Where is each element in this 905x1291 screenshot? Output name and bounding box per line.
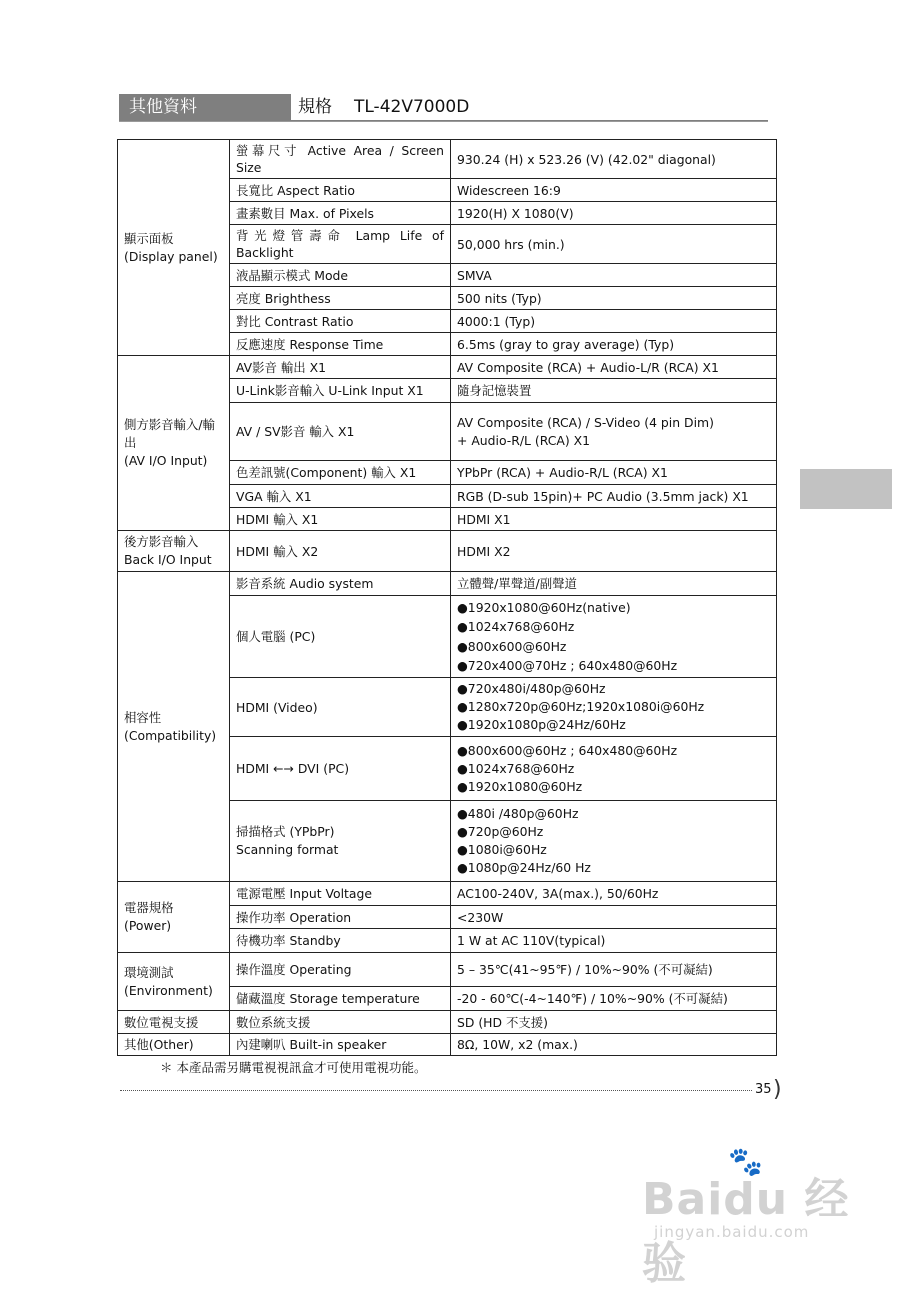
- paw-icon: 🐾: [728, 1145, 763, 1178]
- list-item: ●1080i@60Hz: [457, 842, 547, 857]
- spec-value-cell: Widescreen 16:9: [451, 179, 777, 202]
- category-cell: 相容性 (Compatibility): [118, 572, 230, 882]
- spec-value-cell: 50,000 hrs (min.): [451, 225, 777, 264]
- spec-value-cell: 立體聲/單聲道/副聲道: [451, 572, 777, 596]
- spec-label-cell: 色差訊號(Component) 輸入 X1: [230, 461, 451, 485]
- chapter-tab: [800, 469, 892, 509]
- page-number-bracket: ): [773, 1077, 782, 1102]
- category-cell: 電器規格 (Power): [118, 882, 230, 953]
- footnote: ＊ 本產品需另購電視視訊盒才可使用電視功能。: [160, 1060, 427, 1075]
- list-item: ●1920x1080@60Hz: [457, 778, 583, 794]
- spec-label-cell: 影音系統 Audio system: [230, 572, 451, 596]
- spec-value-cell: 8Ω, 10W, x2 (max.): [451, 1034, 777, 1056]
- spec-label-cell: 反應速度 Response Time: [230, 333, 451, 356]
- category-cell: 側方影音輸入/輸 出 (AV I/O Input): [118, 356, 230, 531]
- spec-value-cell: [451, 678, 777, 737]
- spec-value-cell: 1 W at AC 110V(typical): [451, 929, 777, 953]
- spec-value-cell: 5 – 35℃(41~95℉) / 10%~90% (不可凝結): [451, 953, 777, 987]
- spec-label-cell: 數位系統支援: [230, 1011, 451, 1034]
- list-item: ●1920x1080@60Hz(native): [457, 599, 631, 615]
- table-row: [118, 1034, 777, 1056]
- spec-value-cell: 6.5ms (gray to gray average) (Typ): [451, 333, 777, 356]
- spec-value-cell: AC100-240V, 3A(max.), 50/60Hz: [451, 882, 777, 906]
- table-row: [118, 531, 777, 572]
- list-item: ●1080p@24Hz/60 Hz: [457, 860, 591, 875]
- spec-label-cell: HDMI ←→ DVI (PC): [230, 737, 451, 801]
- spec-value-cell: [451, 801, 777, 882]
- spec-label-cell: 待機功率 Standby: [230, 929, 451, 953]
- list-item: ●480i /480p@60Hz: [457, 806, 579, 821]
- spec-value-cell: SMVA: [451, 264, 777, 287]
- spec-value-cell: <230W: [451, 906, 777, 929]
- spec-value-cell: AV Composite (RCA) + Audio-L/R (RCA) X1: [451, 356, 777, 379]
- spec-value-cell: YPbPr (RCA) + Audio-R/L (RCA) X1: [451, 461, 777, 485]
- spec-value-cell: HDMI X2: [451, 531, 777, 572]
- spec-value-cell: 4000:1 (Typ): [451, 310, 777, 333]
- watermark: [640, 1145, 855, 1289]
- category-cell: 後方影音輸入 Back I/O Input: [118, 531, 230, 572]
- spec-label-cell: 螢幕尺寸 Active Area / Screen Size: [230, 140, 451, 179]
- spec-value-cell: RGB (D-sub 15pin)+ PC Audio (3.5mm jack) X1: [451, 485, 777, 508]
- spec-label-cell: 電源電壓 Input Voltage: [230, 882, 451, 906]
- list-item: ●1024x768@60Hz: [457, 619, 575, 634]
- watermark-brand: Baidu 经验: [642, 1174, 850, 1289]
- spec-label-cell: 亮度 Brighthess: [230, 287, 451, 310]
- spec-label-cell: 背光燈管壽命 Lamp Life of Backlight: [230, 225, 451, 264]
- list-item: ●1920x1080p@24Hz/60Hz: [457, 717, 626, 732]
- spec-value-cell: [451, 596, 777, 678]
- spec-label-cell: HDMI (Video): [230, 678, 451, 737]
- spec-label-cell: 內建喇叭 Built-in speaker: [230, 1034, 451, 1056]
- spec-value-cell: [451, 737, 777, 801]
- table-row: [118, 1011, 777, 1034]
- watermark-url: jingyan.baidu.com: [654, 1223, 810, 1241]
- table-row: [118, 140, 777, 179]
- list-item: ●720p@60Hz: [457, 824, 544, 839]
- spec-label-cell: 長寬比 Aspect Ratio: [230, 179, 451, 202]
- spec-table: [117, 139, 777, 1056]
- spec-value-cell: SD (HD 不支援): [451, 1011, 777, 1034]
- spec-label-cell: AV / SV影音 輸入 X1: [230, 403, 451, 461]
- spec-label-cell: 操作功率 Operation: [230, 906, 451, 929]
- spec-label-cell: VGA 輸入 X1: [230, 485, 451, 508]
- category-cell: 環境測試 (Environment): [118, 953, 230, 1011]
- spec-label-cell: 畫素數目 Max. of Pixels: [230, 202, 451, 225]
- spec-value-cell: 930.24 (H) x 523.26 (V) (42.02" diagonal): [451, 140, 777, 179]
- spec-value-cell: AV Composite (RCA) / S-Video (4 pin Dim) + Audio-R/L (RCA) X1: [451, 403, 777, 461]
- spec-label: 規格: [298, 97, 332, 117]
- category-cell: 數位電視支援: [118, 1011, 230, 1034]
- spec-value-cell: 1920(H) X 1080(V): [451, 202, 777, 225]
- spec-label-cell: HDMI 輸入 X1: [230, 508, 451, 531]
- section-header: 其他資料: [119, 94, 291, 121]
- table-row: [118, 953, 777, 987]
- list-item: ●800x600@60Hz: [457, 638, 567, 654]
- table-row: [118, 882, 777, 906]
- spec-value-cell: 500 nits (Typ): [451, 287, 777, 310]
- category-cell: 顯示面板 (Display panel): [118, 140, 230, 356]
- page-title: [298, 94, 469, 121]
- list-item: ●1024x768@60Hz: [457, 760, 575, 776]
- spec-value-cell: HDMI X1: [451, 508, 777, 531]
- footer-dotted-line: [120, 1090, 752, 1091]
- header-divider-thin: [119, 121, 768, 122]
- spec-value-cell: -20 - 60℃(-4~140℉) / 10%~90% (不可凝結): [451, 987, 777, 1011]
- spec-label-cell: 操作溫度 Operating: [230, 953, 451, 987]
- spec-label-cell: HDMI 輸入 X2: [230, 531, 451, 572]
- model-number: TL-42V7000D: [354, 97, 470, 117]
- page-number: 35: [755, 1082, 772, 1097]
- spec-label-cell: 儲藏溫度 Storage temperature: [230, 987, 451, 1011]
- table-row: [118, 572, 777, 596]
- spec-label-cell: 對比 Contrast Ratio: [230, 310, 451, 333]
- spec-label-cell: U-Link影音輸入 U-Link Input X1: [230, 379, 451, 403]
- category-cell: 其他(Other): [118, 1034, 230, 1056]
- spec-label-cell: 個人電腦 (PC): [230, 596, 451, 678]
- list-item: ●720x480i/480p@60Hz: [457, 681, 606, 696]
- spec-value-cell: 隨身記憶裝置: [451, 379, 777, 403]
- spec-label-cell: 掃描格式 (YPbPr) Scanning format: [230, 801, 451, 882]
- table-row: [118, 356, 777, 379]
- list-item: ●1280x720p@60Hz;1920x1080i@60Hz: [457, 699, 705, 714]
- list-item: ●800x600@60Hz ; 640x480@60Hz: [457, 742, 678, 758]
- list-item: ●720x400@70Hz ; 640x480@60Hz: [457, 658, 678, 673]
- spec-label-cell: AV影音 輸出 X1: [230, 356, 451, 379]
- spec-label-cell: 液晶顯示模式 Mode: [230, 264, 451, 287]
